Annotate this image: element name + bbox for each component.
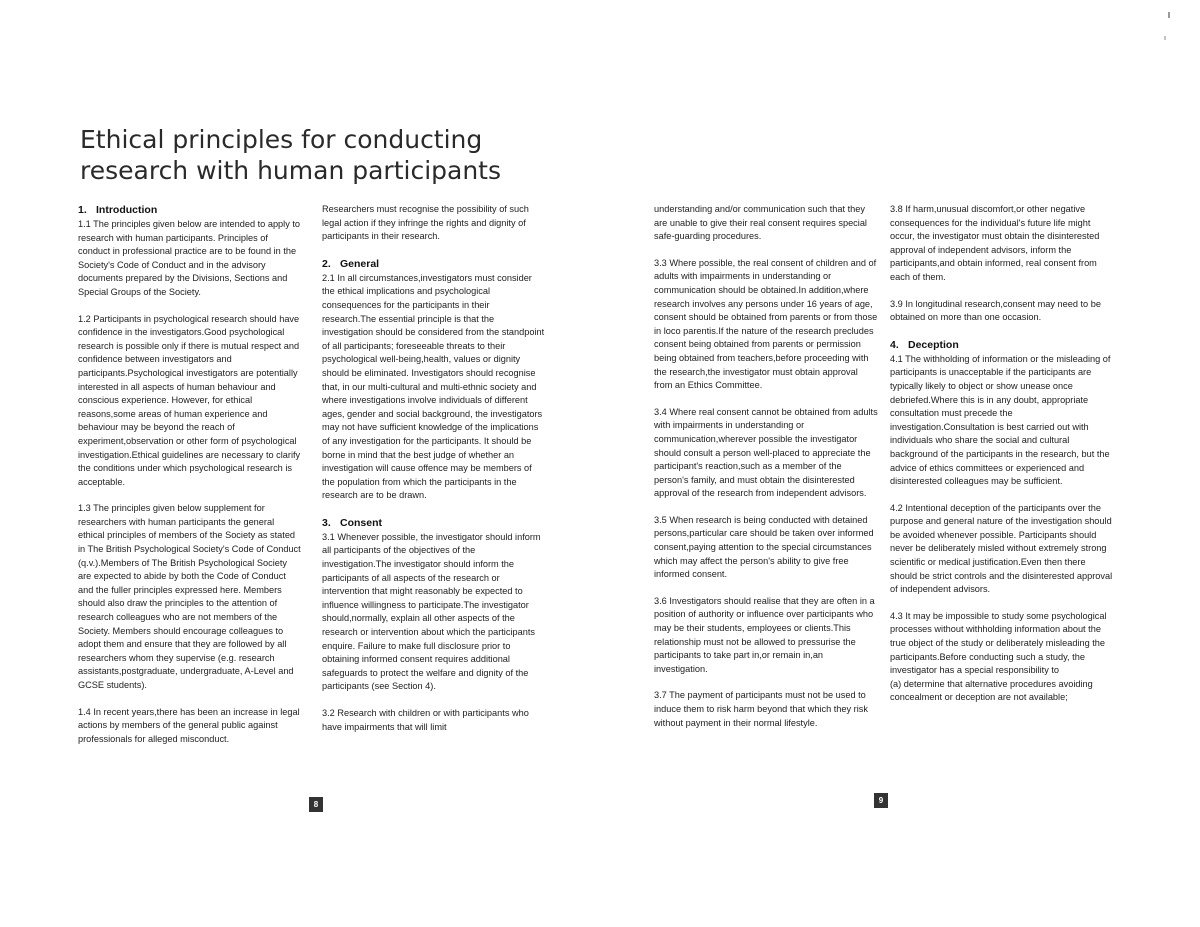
section-title: Consent	[340, 516, 382, 529]
paragraph-3-8: 3.8 If harm,unusual discomfort,or other negative consequences for the individual's future life might occur, the investigator must obtain the disinterested approval of independent advisors, inform the participants,and obtain informed, real consent from each of them.	[890, 204, 1100, 282]
paragraph-3-6: 3.6 Investigators should realise that they are often in a position of authority or influence over participants who may be their students, employees or clients.This relationship must not be allowed to pressurise the participants to take part in,or remain in,an investigation.	[654, 595, 875, 674]
paragraph-3-4: 3.4 Where real consent cannot be obtained from adults with impairments in understanding or communication,wherever possible the investigator should consult a person well-placed to appreciate the participant's reaction,such as a member of the person's family, and must obtain the disinterested approval of the research from independent advisors.	[654, 406, 878, 499]
paragraph-1-1: 1.1 The principles given below are intended to apply to research with human participants. Principles of conduct in professional practice are to be found in the Society's Code of Conduct and in the advisory documents prepared by the Divisions, Sections and Special Groups of the Society.	[78, 219, 301, 297]
paragraph-3-1: 3.1 Whenever possible, the investigator should inform all participants of the objectives of the investigation.The investigator should inform the participants of all aspects of the research or intervention that might reasonably be expected to influence willingness to participate.The investigator should,normally, explain all other aspects of the research or intervention about which the participants enquire. Failure to make full disclosure prior to obtaining informed consent requires additional safeguards to protect the welfare and dignity of the participants (see Section 4).	[322, 531, 541, 692]
paragraph-3-2: 3.2 Research with children or with participants who have impairments that will limit	[322, 708, 529, 732]
column-2	[322, 203, 546, 747]
page-title-line-1: Ethical principles for conducting	[80, 125, 483, 154]
column-3	[654, 203, 878, 743]
section-heading-general	[322, 257, 546, 271]
paragraph-3-3: 3.3 Where possible, the real consent of children and of adults with impairments in understanding or communication should be obtained.In addition,where research involves any persons under 16 years of age, consent should be obtained from parents or from those in loco parentis.If the nature of the research precludes consent being obtained from parents or permission being obtained from teachers,before proceeding with the research,the investigator must obtain approval from an Ethics Committee.	[654, 257, 878, 391]
paragraph-4-3-item-a: (a) determine that alternative procedures avoiding concealment or deception are not available;	[890, 678, 1093, 703]
paragraph-1-4: 1.4 In recent years,there has been an increase in legal actions by members of the general public against professionals for alleged misconduct.	[78, 706, 300, 744]
paragraph-2-1: 2.1 In all circumstances,investigators must consider the ethical implications and psychological consequences for the participants in their research.The essential principle is that the investigation should be considered from the standpoint of all participants; foreseeable threats to their psychological well-being,health, values or dignity should be eliminated. Investigators should recognise that, in our multi-cultural and multi-ethnic society and where investigations involve individuals of different ages, gender and social background, the investigators may not have sufficient knowledge of the implications of any investigation for the participants. It should be borne in mind that the best judge of whether an investigation will cause offence may be members of the population from which the participants in the research are to be drawn.	[322, 272, 545, 501]
paragraph-1-4-continued: Researchers must recognise the possibility of such legal action if they infringe the rights and dignity of participants in their research.	[322, 204, 529, 242]
column-1	[78, 203, 302, 759]
page-number-right: 9	[874, 793, 888, 808]
section-number: 1.	[78, 204, 87, 216]
column-4	[890, 203, 1114, 718]
section-number: 2.	[322, 257, 331, 270]
section-number: 3.	[322, 516, 331, 529]
paragraph-3-2-continued: understanding and/or communication such that they are unable to give their real consent requires special safe-guarding procedures.	[654, 204, 867, 242]
paragraph-1-2: 1.2 Participants in psychological research should have confidence in the investigators.Good psychological research is possible only if there is mutual respect and confidence between investigators and participants.Psychological investigators are potentially interested in all aspects of human behaviour and conscious experience. However, for ethical reasons,some areas of human experience and behaviour may be beyond the reach of experiment,observation or other form of psychological investigation.Ethical guidelines are necessary to clarify the conditions under which psychological research is acceptable.	[78, 313, 301, 487]
paragraph-4-3: 4.3 It may be impossible to study some psychological processes without withholding information about the true object of the study or deliberately misleading the participants.Before conducting such a study, the investigator has a special responsibility to	[890, 610, 1107, 676]
paragraph-3-9: 3.9 In longitudinal research,consent may need to be obtained on more than one occasion.	[890, 298, 1101, 323]
paragraph-1-3: 1.3 The principles given below supplement for researchers with human participants the general ethical principles of members of the Society as stated in The British Psychological Society's Code of Conduct (q.v.).Members of The British Psychological Society are expected to abide by both the Code of Conduct and the fuller principles expressed here. Members should also draw the principles to the attention of research colleagues who are not members of the Society. Members should encourage colleagues to adopt them and ensure that they are followed by all researchers whom they supervise (e.g. research assistants,postgraduate, undergraduate, A-Level and GCSE students).	[78, 503, 301, 690]
paragraph-3-5: 3.5 When research is being conducted with detained persons,particular care should be taken over informed consent,paying attention to the special circumstances which may affect the person's ability to give free informed consent.	[654, 514, 874, 580]
section-title: Deception	[908, 338, 959, 351]
paragraph-3-7: 3.7 The payment of participants must not be used to induce them to risk harm beyond that which they risk without payment in their normal lifestyle.	[654, 690, 868, 728]
page-title-line-2: research with human participants	[80, 156, 502, 185]
scan-artifact-mark	[1168, 12, 1170, 18]
section-title: General	[340, 257, 380, 270]
section-title: Introduction	[96, 204, 158, 216]
paragraph-4-1: 4.1 The withholding of information or the misleading of participants is unacceptable if the participants are typically likely to object or show unease once debriefed.Where this is in any doubt, appropriate consultation must precede the investigation.Consultation is best carried out with individuals who share the social and cultural background of the participants in the research, but the advice of ethics committees or experienced and disinterested colleagues may be sufficient.	[890, 353, 1111, 487]
scan-artifact-mark	[1164, 36, 1166, 40]
page-number-left: 8	[309, 797, 323, 812]
section-heading-introduction	[78, 203, 302, 217]
section-heading-deception	[890, 338, 1114, 352]
paragraph-4-2: 4.2 Intentional deception of the participants over the purpose and general nature of the investigation should be avoided whenever possible. Participants should never be deliberately misled without extremely strong scientific or medical justification.Even then there should be strict controls and the disinterested approval of independent advisors.	[890, 502, 1113, 595]
page-title	[80, 124, 580, 186]
section-heading-consent	[322, 516, 546, 530]
section-number: 4.	[890, 338, 899, 351]
